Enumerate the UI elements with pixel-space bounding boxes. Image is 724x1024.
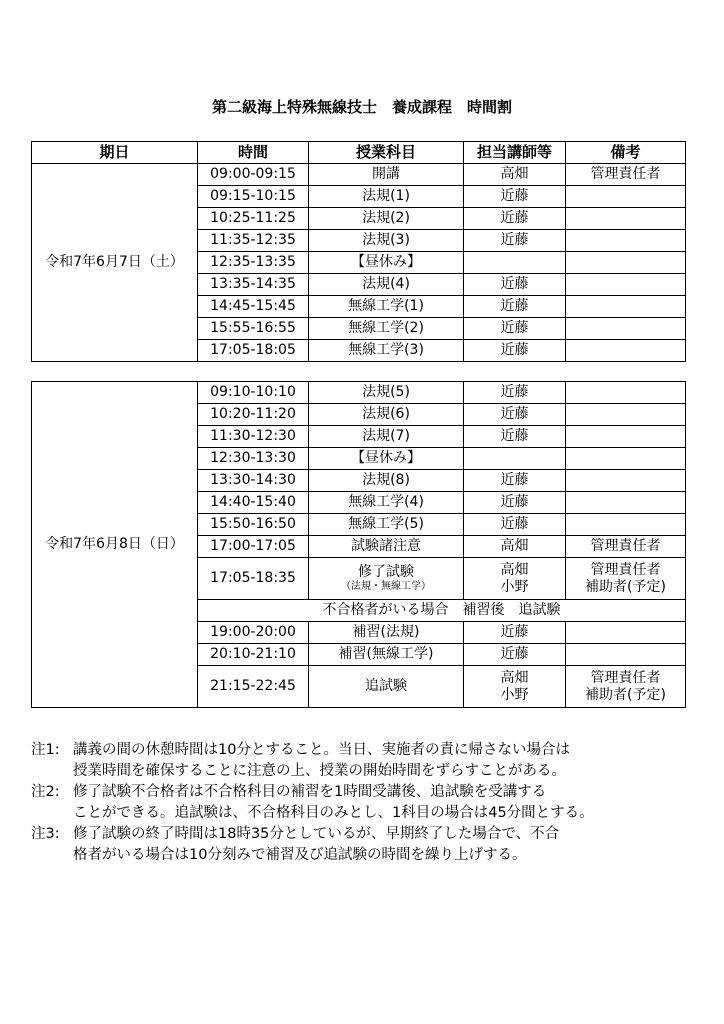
instructor-cell: 近藤: [464, 382, 566, 404]
remarks-cell: [566, 208, 686, 230]
instructor-cell: 近藤: [464, 230, 566, 252]
subject-cell: 無線工学(2): [309, 318, 464, 340]
remarks-cell: [566, 404, 686, 426]
subject-cell: 無線工学(5): [309, 514, 464, 536]
remarks-cell: [566, 622, 686, 644]
instructor-cell: 近藤: [464, 404, 566, 426]
instructor-cell: 近藤: [464, 208, 566, 230]
remarks-cell: [566, 274, 686, 296]
instructor-cell: 近藤: [464, 296, 566, 318]
instructor-cell: 近藤: [464, 644, 566, 666]
note-item: [31, 824, 701, 866]
remarks-text: 管理責任者: [590, 670, 661, 687]
instructor-cell: [464, 558, 566, 600]
time-cell: 12:35-13:35: [198, 252, 309, 274]
note-line: 修了試験の終了時間は18時35分としているが、早期終了した場合で、不合: [73, 826, 560, 842]
time-cell: 10:25-11:25: [198, 208, 309, 230]
note-item: [31, 740, 701, 782]
instructor-name: 高畑: [500, 562, 529, 579]
instructor-cell: 近藤: [464, 274, 566, 296]
header-subject: 授業科目: [309, 142, 464, 164]
remarks-cell: [566, 514, 686, 536]
note-item: [31, 782, 701, 824]
remarks-cell: [566, 252, 686, 274]
instructor-cell: 近藤: [464, 622, 566, 644]
header-time: 時間: [198, 142, 309, 164]
span-note: 不合格者がいる場合 補習後 追試験: [198, 600, 686, 622]
time-cell: 19:00-20:00: [198, 622, 309, 644]
remarks-cell: [566, 186, 686, 208]
remarks-text: 補助者(予定): [585, 578, 666, 595]
instructor-cell: 近藤: [464, 470, 566, 492]
subject-cell: 無線工学(1): [309, 296, 464, 318]
time-cell: 15:55-16:55: [198, 318, 309, 340]
remarks-cell: 管理責任者: [566, 164, 686, 186]
remarks-text: 補助者(予定): [585, 686, 666, 703]
time-cell: 20:10-21:10: [198, 644, 309, 666]
header-date: 期日: [32, 142, 198, 164]
time-cell: 14:40-15:40: [198, 492, 309, 514]
date-cell-day2: 令和7年6月8日（日）: [32, 382, 198, 708]
instructor-name: 高畑: [500, 670, 529, 687]
instructor-cell: [464, 448, 566, 470]
time-cell: 21:15-22:45: [198, 666, 309, 708]
instructor-name: 小野: [500, 686, 529, 703]
remarks-cell: [566, 666, 686, 708]
instructor-cell: 近藤: [464, 492, 566, 514]
instructor-cell: 近藤: [464, 340, 566, 362]
time-cell: 13:30-14:30: [198, 470, 309, 492]
remarks-cell: [566, 382, 686, 404]
remarks-cell: [566, 644, 686, 666]
subject-cell: 法規(5): [309, 382, 464, 404]
note-line: 講義の間の休憩時間は10分とすること。当日、実施者の責に帰さない場合は: [73, 742, 570, 758]
remarks-text: 管理責任者: [590, 562, 661, 579]
note-text: [73, 824, 701, 866]
instructor-cell: 近藤: [464, 186, 566, 208]
header-instructor: 担当講師等: [464, 142, 566, 164]
remarks-cell: [566, 470, 686, 492]
subject-cell: 補習(法規): [309, 622, 464, 644]
remarks-cell: [566, 296, 686, 318]
subject-cell: 法規(8): [309, 470, 464, 492]
remarks-cell: [566, 340, 686, 362]
instructor-cell: 近藤: [464, 514, 566, 536]
notes-section: [31, 740, 701, 866]
subject-cell: 補習(無線工学): [309, 644, 464, 666]
remarks-cell: 管理責任者: [566, 536, 686, 558]
subject-cell: 追試験: [309, 666, 464, 708]
instructor-cell: [464, 252, 566, 274]
subject-cell: 法規(3): [309, 230, 464, 252]
time-cell: 14:45-15:45: [198, 296, 309, 318]
note-line: 授業時間を確保することに注意の上、授業の開始時間をずらすことがある。: [73, 763, 566, 779]
time-cell: 09:10-10:10: [198, 382, 309, 404]
exam-subject-detail: （法規・無線工学）: [341, 580, 431, 592]
subject-cell: 【昼休み】: [309, 252, 464, 274]
note-label: 注1:: [31, 742, 60, 758]
note-line: ことができる。追試験は、不合格科目のみとし、1科目の場合は45分間とする。: [73, 805, 594, 821]
time-cell: 11:30-12:30: [198, 426, 309, 448]
time-cell: 17:00-17:05: [198, 536, 309, 558]
instructor-cell: 近藤: [464, 318, 566, 340]
subject-cell: [309, 558, 464, 600]
note-label: 注2:: [31, 784, 60, 800]
subject-cell: 法規(6): [309, 404, 464, 426]
instructor-cell: 高畑: [464, 164, 566, 186]
instructor-cell: [464, 666, 566, 708]
note-text: [73, 782, 701, 824]
remarks-cell: [566, 426, 686, 448]
date-cell-day1: 令和7年6月7日（土）: [32, 164, 198, 362]
note-label: 注3:: [31, 826, 60, 842]
table-row: [32, 164, 686, 186]
subject-cell: 【昼休み】: [309, 448, 464, 470]
time-cell: 09:00-09:15: [198, 164, 309, 186]
time-cell: 11:35-12:35: [198, 230, 309, 252]
subject-cell: 無線工学(3): [309, 340, 464, 362]
exam-subject: 修了試験: [358, 564, 414, 581]
time-cell: 12:30-13:30: [198, 448, 309, 470]
header-remarks: 備考: [566, 142, 686, 164]
instructor-cell: 近藤: [464, 426, 566, 448]
schedule-table-day1: [31, 141, 686, 362]
subject-cell: 試験諸注意: [309, 536, 464, 558]
subject-cell: 法規(1): [309, 186, 464, 208]
page-title: 第二級海上特殊無線技士 養成課程 時間割: [211, 98, 512, 116]
time-cell: 17:05-18:35: [198, 558, 309, 600]
note-text: [73, 740, 701, 782]
note-line: 格者がいる場合は10分刻みで補習及び追試験の時間を繰り上げする。: [73, 847, 527, 863]
subject-cell: 法規(7): [309, 426, 464, 448]
time-cell: 10:20-11:20: [198, 404, 309, 426]
note-line: 修了試験不合格者は不合格科目の補習を1時間受講後、追試験を受講する: [73, 784, 547, 800]
subject-cell: 無線工学(4): [309, 492, 464, 514]
subject-cell: 法規(2): [309, 208, 464, 230]
schedule-table-day2: [31, 381, 686, 708]
table-row: [32, 382, 686, 404]
remarks-cell: [566, 230, 686, 252]
remarks-cell: [566, 558, 686, 600]
remarks-cell: [566, 318, 686, 340]
header-row: [32, 142, 686, 164]
time-cell: 09:15-10:15: [198, 186, 309, 208]
remarks-cell: [566, 448, 686, 470]
instructor-cell: 高畑: [464, 536, 566, 558]
remarks-cell: [566, 492, 686, 514]
subject-cell: 開講: [309, 164, 464, 186]
time-cell: 15:50-16:50: [198, 514, 309, 536]
time-cell: 17:05-18:05: [198, 340, 309, 362]
subject-cell: 法規(4): [309, 274, 464, 296]
time-cell: 13:35-14:35: [198, 274, 309, 296]
instructor-name: 小野: [500, 578, 529, 595]
